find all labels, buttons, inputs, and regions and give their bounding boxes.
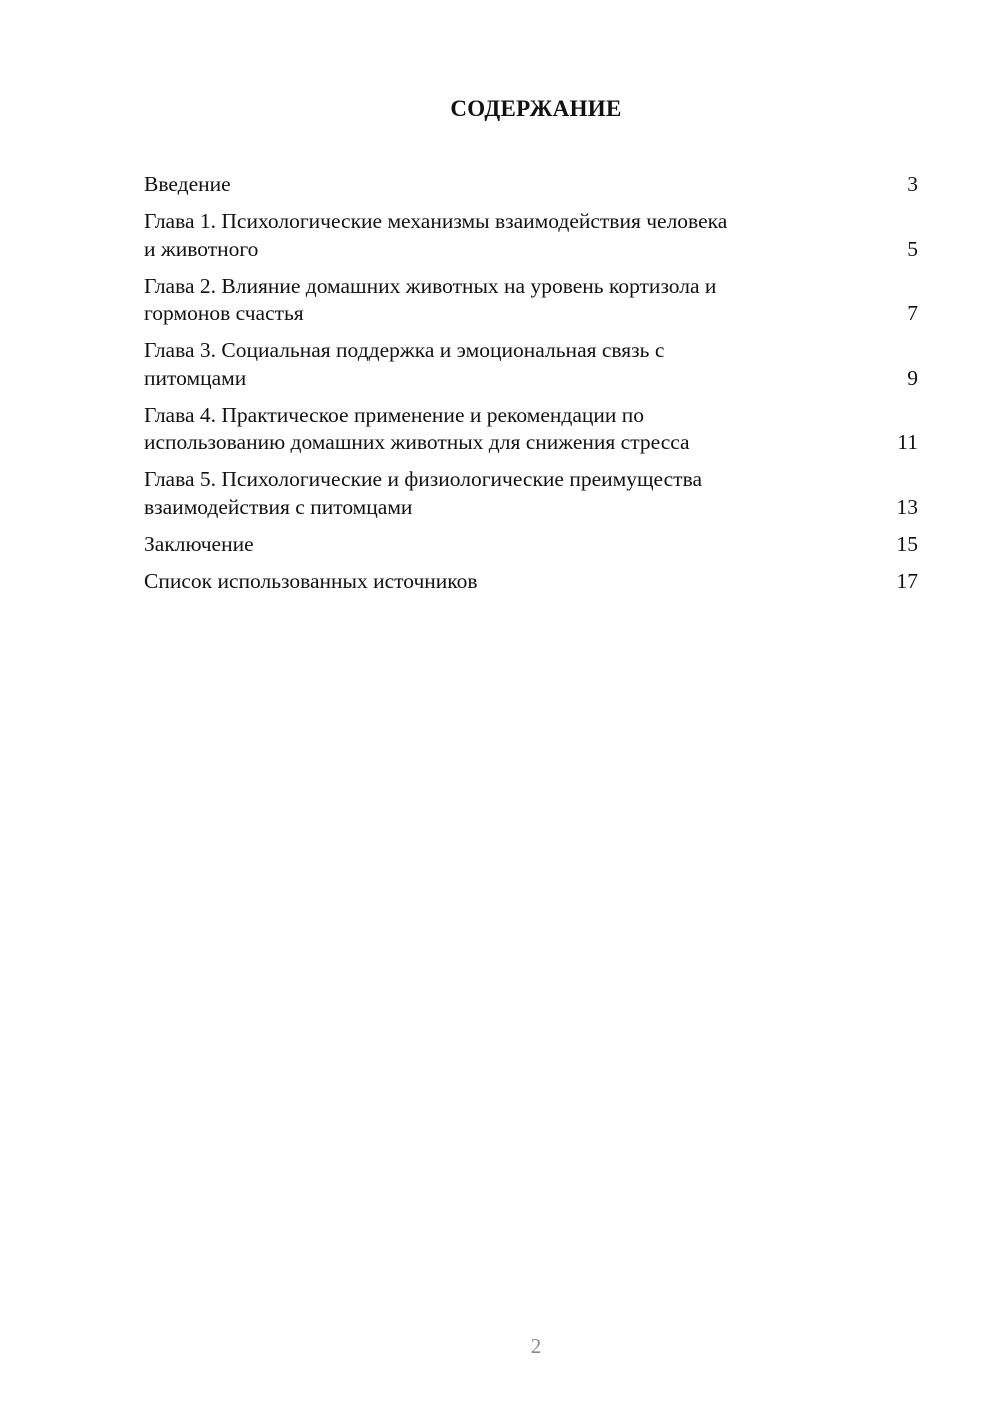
- toc-entry-label: Глава 3. Социальная поддержка и эмоциональная связь с питомцами: [144, 338, 665, 390]
- page-number: 2: [530, 1334, 542, 1358]
- toc-entry-page: 5: [907, 236, 918, 261]
- toc-entry-page: 3: [907, 172, 918, 196]
- toc-entry-chapter-4: [144, 402, 918, 457]
- toc-entry-page: 17: [896, 568, 918, 593]
- toc-entry-chapter-3: [144, 337, 918, 392]
- toc-entry-label: Глава 2. Влияние домашних животных на уровень кортизола и гормонов счастья: [144, 273, 717, 325]
- toc-entry-chapter-5: [144, 466, 918, 521]
- toc-entry-page: 11: [897, 430, 918, 454]
- toc-entry-label: Глава 1. Психологические механизмы взаимодействия человека и животного: [144, 209, 728, 261]
- toc-entry-page: 9: [907, 365, 918, 390]
- toc-entry-chapter-1: [144, 208, 918, 263]
- toc-entry-label: Список использованных источников: [144, 568, 478, 593]
- page-title: СОДЕРЖАНИЕ: [450, 96, 622, 121]
- toc-entry-page: 7: [907, 301, 918, 325]
- toc-entry-introduction: [144, 171, 918, 199]
- table-of-contents: [144, 171, 918, 605]
- toc-entry-page: 15: [896, 531, 918, 556]
- toc-entry-label: Заключение: [144, 531, 254, 556]
- toc-entry-label: Глава 4. Практическое применение и рекомендации по использованию домашних животных для снижения стресса: [144, 402, 690, 454]
- toc-entry-references: [144, 568, 918, 596]
- toc-entry-conclusion: [144, 531, 918, 559]
- toc-entry-chapter-2: [144, 273, 918, 328]
- toc-entry-label: Введение: [144, 172, 231, 196]
- toc-entry-page: 13: [896, 494, 918, 519]
- toc-entry-label: Глава 5. Психологические и физиологические преимущества взаимодействия с питомцами: [144, 467, 702, 519]
